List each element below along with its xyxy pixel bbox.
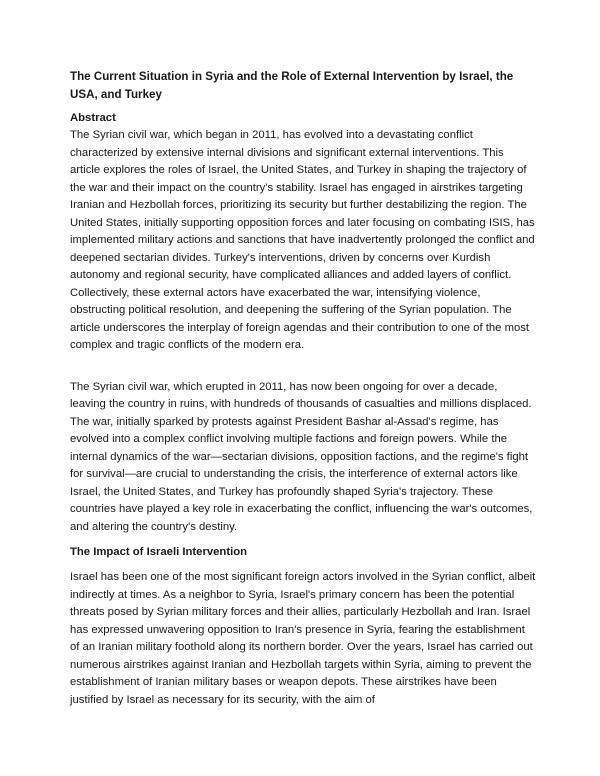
- section-paragraph-israeli-intervention: Israel has been one of the most significant foreign actors involved in the Syrian conflict, albeit indirectly at times. As a neighbor to Syria, Israel's primary concern has been the potential threats posed by Syrian military forces and their allies, particularly Hezbollah and Iran. Israel has expressed unwavering opposition to Iran's presence in Syria, fearing the establishment of an Iranian military foothold along its northern border. Over the years, Israel has carried out numerous airstrikes against Iranian and Hezbollah targets within Syria, aiming to prevent the establishment of Iranian military bases or weapon depots. These airstrikes have been justified by Israel as necessary for its security, with the aim of: [70, 571, 536, 706]
- abstract-paragraph: The Syrian civil war, which began in 2011, has evolved into a devastating conflict characterized by extensive internal divisions and significant external interventions. This article explores the roles of Israel, the United States, and Turkey in shaping the trajectory of the war and their impact on the country's stability. Israel has engaged in airstrikes targeting Iranian and Hezbollah forces, prioritizing its security but further destabilizing the region. The United States, initially supporting opposition forces and later focusing on combating ISIS, has implemented military actions and sanctions that have inadvertently prolonged the conflict and deepened sectarian divides. Turkey's interventions, driven by concerns over Kurdish autonomy and regional security, have complicated alliances and added layers of conflict. Collectively, these external actors have exacerbated the war, intensifying violence, obstructing political resolution, and deepening the suffering of the Syrian population. The article underscores the interplay of foreign agendas and their contribution to one of the most complex and tragic conflicts of the modern era.: [70, 129, 535, 351]
- introduction-paragraph: The Syrian civil war, which erupted in 2011, has now been ongoing for over a decade, leaving the country in ruins, with hundreds of thousands of casualties and millions displaced. The war, initially sparked by protests against President Bashar al-Assad's regime, has evolved into a complex conflict involving multiple factions and foreign powers. While the internal dynamics of the war—sectarian divisions, opposition factions, and the regime's fight for survival—are crucial to understanding the crisis, the interference of external actors like Israel, the United States, and Turkey has profoundly shaped Syria's trajectory. These countries have played a key role in exacerbating the conflict, influencing the war's outcomes, and altering the country's destiny.: [70, 380, 533, 533]
- section-spacer: [70, 355, 536, 379]
- document-page: [70, 68, 536, 709]
- abstract-heading: Abstract: [70, 112, 116, 124]
- document-title: The Current Situation in Syria and the Role of External Intervention by Israel, the USA, and Turkey: [70, 70, 514, 101]
- section-heading-israeli-intervention: The Impact of Israeli Intervention: [70, 546, 248, 558]
- section-spacer: [70, 536, 536, 544]
- section-spacer: [70, 561, 536, 569]
